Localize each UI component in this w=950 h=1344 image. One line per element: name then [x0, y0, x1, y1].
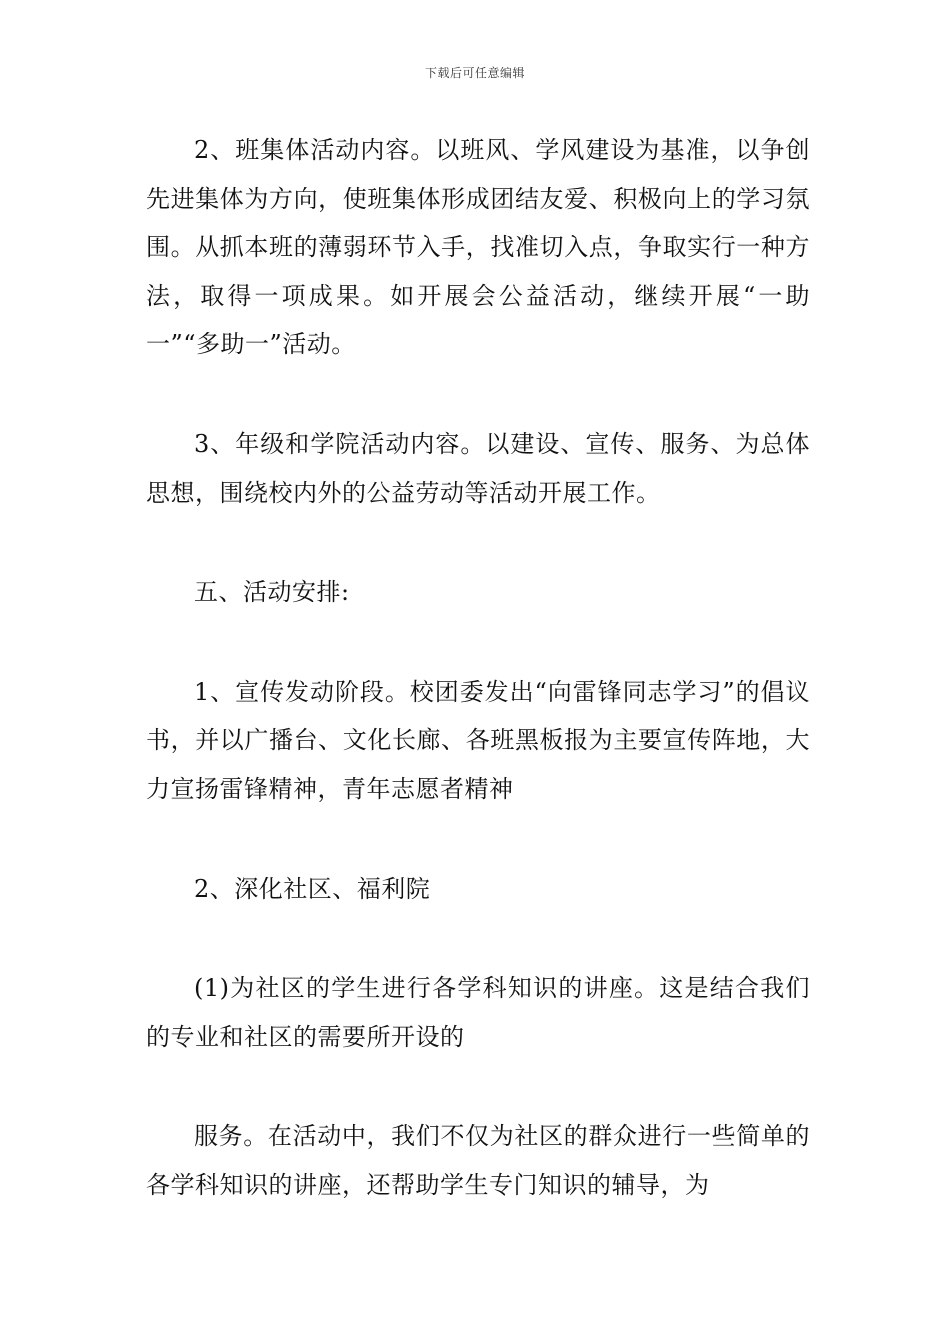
- paragraph-lectures: (1)为社区的学生进行各学科知识的讲座。这是结合我们的专业和社区的需要所开设的: [146, 974, 810, 1051]
- paragraph-class-activities: 2、班集体活动内容。以班风、学风建设为基准，以争创先进集体为方向，使班集体形成团结友爱、积极向上的学习氛围。从抓本班的薄弱环节入手，找准切入点，争取实行一种方法，取得一项成果。如开展会公益活动，继续开展“一助一”“多助一”活动。: [146, 136, 810, 359]
- section-heading-activity-schedule: 五、活动安排:: [194, 578, 350, 607]
- page-header: 下载后可任意编辑: [424, 66, 525, 80]
- paragraph-grade-college-activities: 3、年级和学院活动内容。以建设、宣传、服务、为总体思想，围绕校内外的公益劳动等活动开展工作。: [146, 429, 810, 507]
- paragraph-service: 服务。在活动中，我们不仅为社区的群众进行一些简单的各学科知识的讲座，还帮助学生专门知识的辅导，为: [146, 1122, 810, 1199]
- paragraph-publicity-stage: 1、宣传发动阶段。校团委发出“向雷锋同志学习”的倡议书，并以广播台、文化长廊、各班黑板报为主要宣传阵地，大力宣扬雷锋精神，青年志愿者精神: [146, 677, 810, 803]
- paragraph-community-welfare: 2、深化社区、福利院: [194, 874, 431, 903]
- document-body: [146, 126, 810, 1210]
